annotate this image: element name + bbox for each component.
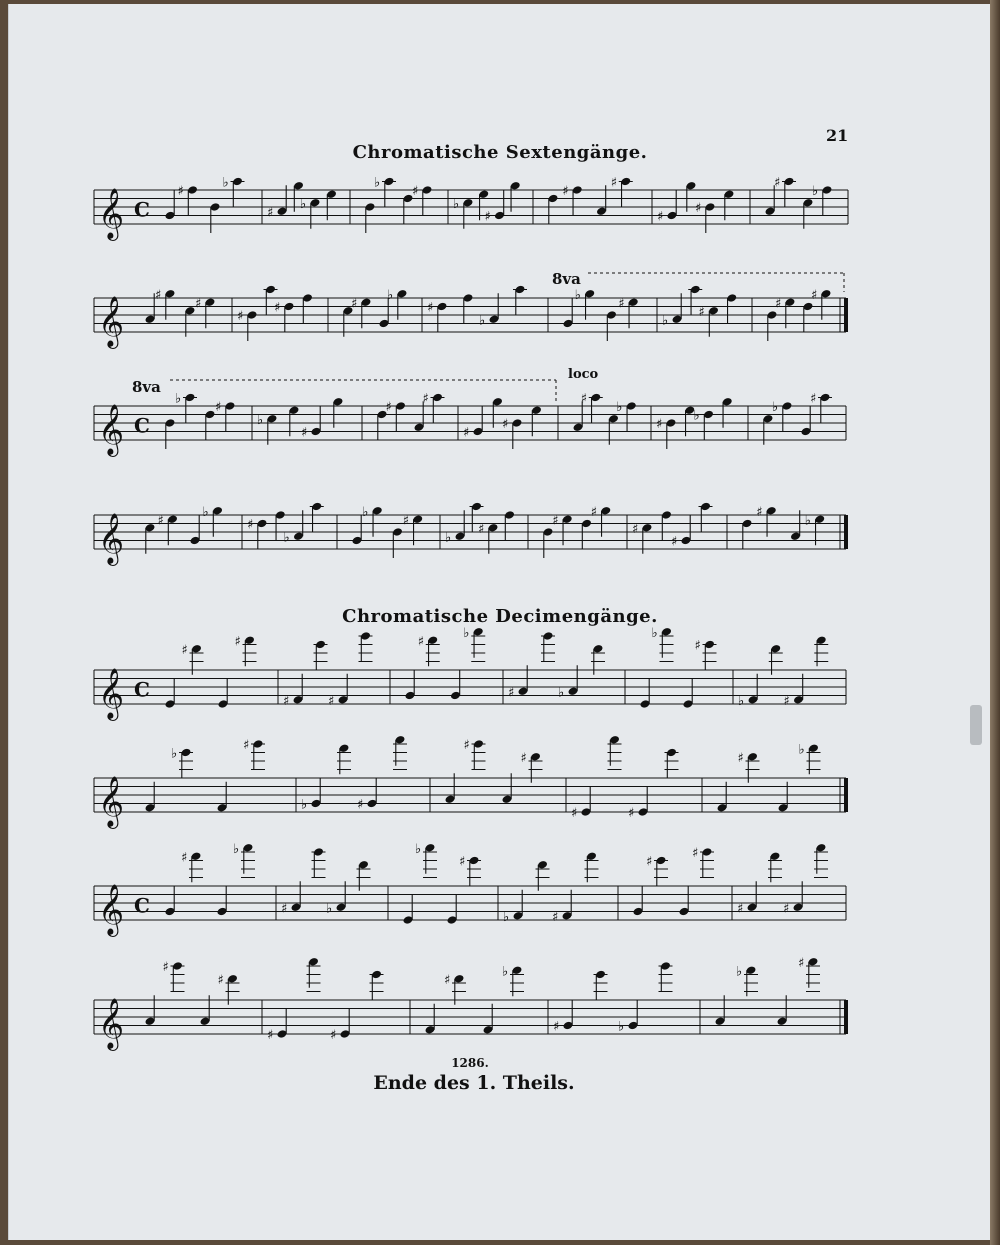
flat-icon: ♭ [445,530,452,546]
sharp-icon: ♯ [520,750,527,766]
flat-icon: ♭ [374,175,381,191]
flat-icon: ♭ [804,513,811,529]
sharp-icon: ♯ [657,209,664,225]
flat-icon: ♭ [616,400,623,415]
sharp-icon: ♯ [698,304,705,320]
flat-icon: ♭ [175,391,182,407]
sharp-icon: ♯ [274,300,281,316]
sharp-icon: ♯ [301,425,308,441]
sharp-icon: ♯ [571,806,578,821]
treble-clef-icon: 𝄞 [98,513,125,564]
sharp-icon: ♯ [502,417,509,432]
sharp-icon: ♯ [459,854,466,870]
flat-icon: ♭ [301,797,308,813]
flat-icon: ♭ [283,530,290,546]
sharp-icon: ♯ [177,184,184,199]
flat-icon: ♭ [651,625,658,641]
treble-clef-icon: 𝄞 [98,188,125,239]
sharp-icon: ♯ [737,750,744,766]
notes [145,176,833,1044]
time-signature: C [134,197,150,222]
sharp-icon: ♯ [237,309,244,324]
sharp-icon: ♯ [427,300,434,316]
time-signature: C [134,893,150,918]
ottava-mark: 8va [132,378,161,396]
sharp-icon: ♯ [811,287,818,303]
sharp-icon: ♯ [402,513,410,529]
loco-mark: loco [568,367,599,382]
sharp-icon: ♯ [694,638,701,654]
sharp-icon: ♯ [181,642,188,658]
treble-clef-icon: 𝄞 [98,884,125,935]
flat-icon: ♭ [738,693,745,709]
sharp-icon: ♯ [775,296,782,312]
sharp-icon: ♯ [417,634,425,650]
sharp-icon: ♯ [157,513,164,529]
sharp-icon: ♯ [737,901,744,917]
treble-clef-icon: 𝄞 [98,776,125,827]
sharp-icon: ♯ [463,738,470,753]
time-signature: C [134,413,150,438]
sharp-icon: ♯ [553,1019,560,1035]
sharp-icon: ♯ [328,693,335,709]
flat-icon: ♭ [772,400,779,415]
sharp-icon: ♯ [385,400,392,415]
sharp-icon: ♯ [215,400,222,415]
plate-number: 1286. [451,1056,489,1070]
sharp-icon: ♯ [610,175,618,191]
sharp-icon: ♯ [195,296,202,312]
treble-clef-icon: 𝄞 [98,296,125,347]
flat-icon: ♭ [798,742,805,758]
flat-icon: ♭ [362,504,369,520]
flat-icon: ♭ [415,841,422,857]
sharp-icon: ♯ [646,854,653,870]
sharp-icon: ♯ [508,685,515,701]
flat-icon: ♭ [662,313,669,329]
flat-icon: ♭ [502,964,509,980]
sharp-icon: ♯ [552,513,559,529]
sharp-icon: ♯ [267,1028,274,1043]
sharp-icon: ♯ [552,909,559,925]
flat-icon: ♭ [171,746,178,762]
sharp-icon: ♯ [283,693,290,709]
sharp-icon: ♯ [798,955,805,971]
score-markings [132,270,844,402]
section-title-sextengaenge: Chromatische Sextengänge. [352,142,648,163]
sharp-icon: ♯ [412,184,419,199]
sharp-icon: ♯ [774,175,781,191]
sharp-icon: ♯ [217,972,224,988]
flat-icon: ♭ [202,504,209,520]
sharp-icon: ♯ [234,634,241,650]
sharp-icon: ♯ [671,534,678,550]
sharp-icon: ♯ [692,846,699,861]
flat-icon: ♭ [812,184,819,199]
flat-icon: ♭ [453,196,460,212]
time-signature: C [134,677,150,702]
flat-icon: ♭ [479,313,486,329]
staff-systems [94,188,848,1051]
flat-icon: ♭ [233,841,240,857]
flat-icon: ♭ [503,909,510,925]
footer-title: Ende des 1. Theils. [373,1072,575,1094]
sharp-icon: ♯ [247,517,254,533]
flat-icon: ♭ [693,408,700,424]
sharp-icon: ♯ [656,417,663,432]
page-number: 21 [826,126,849,145]
sharp-icon: ♯ [357,797,364,813]
sharp-icon: ♯ [422,391,429,407]
flat-icon: ♭ [387,287,394,303]
flat-icon: ♭ [300,196,307,212]
sharp-icon: ♯ [618,296,625,312]
sharp-icon: ♯ [478,521,485,537]
sharp-icon: ♯ [444,972,451,988]
section-title-decimengaenge: Chromatische Decimengänge. [342,606,658,627]
flat-icon: ♭ [326,901,333,917]
sharp-icon: ♯ [463,425,470,441]
flat-icon: ♭ [618,1019,625,1035]
flat-icon: ♭ [257,412,264,428]
flat-icon: ♭ [222,175,229,191]
flat-icon: ♭ [574,287,581,303]
sharp-icon: ♯ [162,960,169,975]
sharp-icon: ♯ [810,391,817,407]
flat-icon: ♭ [558,685,565,701]
sharp-icon: ♯ [281,901,288,917]
sharp-icon: ♯ [484,209,491,225]
sharp-icon: ♯ [330,1028,337,1043]
sharp-icon: ♯ [756,504,763,520]
sharp-icon: ♯ [243,738,250,753]
sharp-icon: ♯ [695,201,702,216]
sharp-icon: ♯ [632,521,639,537]
sharp-icon: ♯ [267,205,274,221]
treble-clef-icon: 𝄞 [98,998,125,1049]
ottava-mark: 8va [552,270,581,288]
sharp-icon: ♯ [783,693,790,709]
sharp-icon: ♯ [181,850,188,866]
sharp-icon: ♯ [580,391,588,407]
sharp-icon: ♯ [351,296,358,312]
sharp-icon: ♯ [590,504,598,520]
sharp-icon: ♯ [628,806,635,821]
sharp-icon: ♯ [155,287,162,303]
sharp-icon: ♯ [562,184,569,199]
treble-clef-icon: 𝄞 [98,668,125,719]
flat-icon: ♭ [463,625,470,641]
sharp-icon: ♯ [783,901,790,917]
flat-icon: ♭ [736,964,743,980]
treble-clef-icon: 𝄞 [98,404,125,455]
